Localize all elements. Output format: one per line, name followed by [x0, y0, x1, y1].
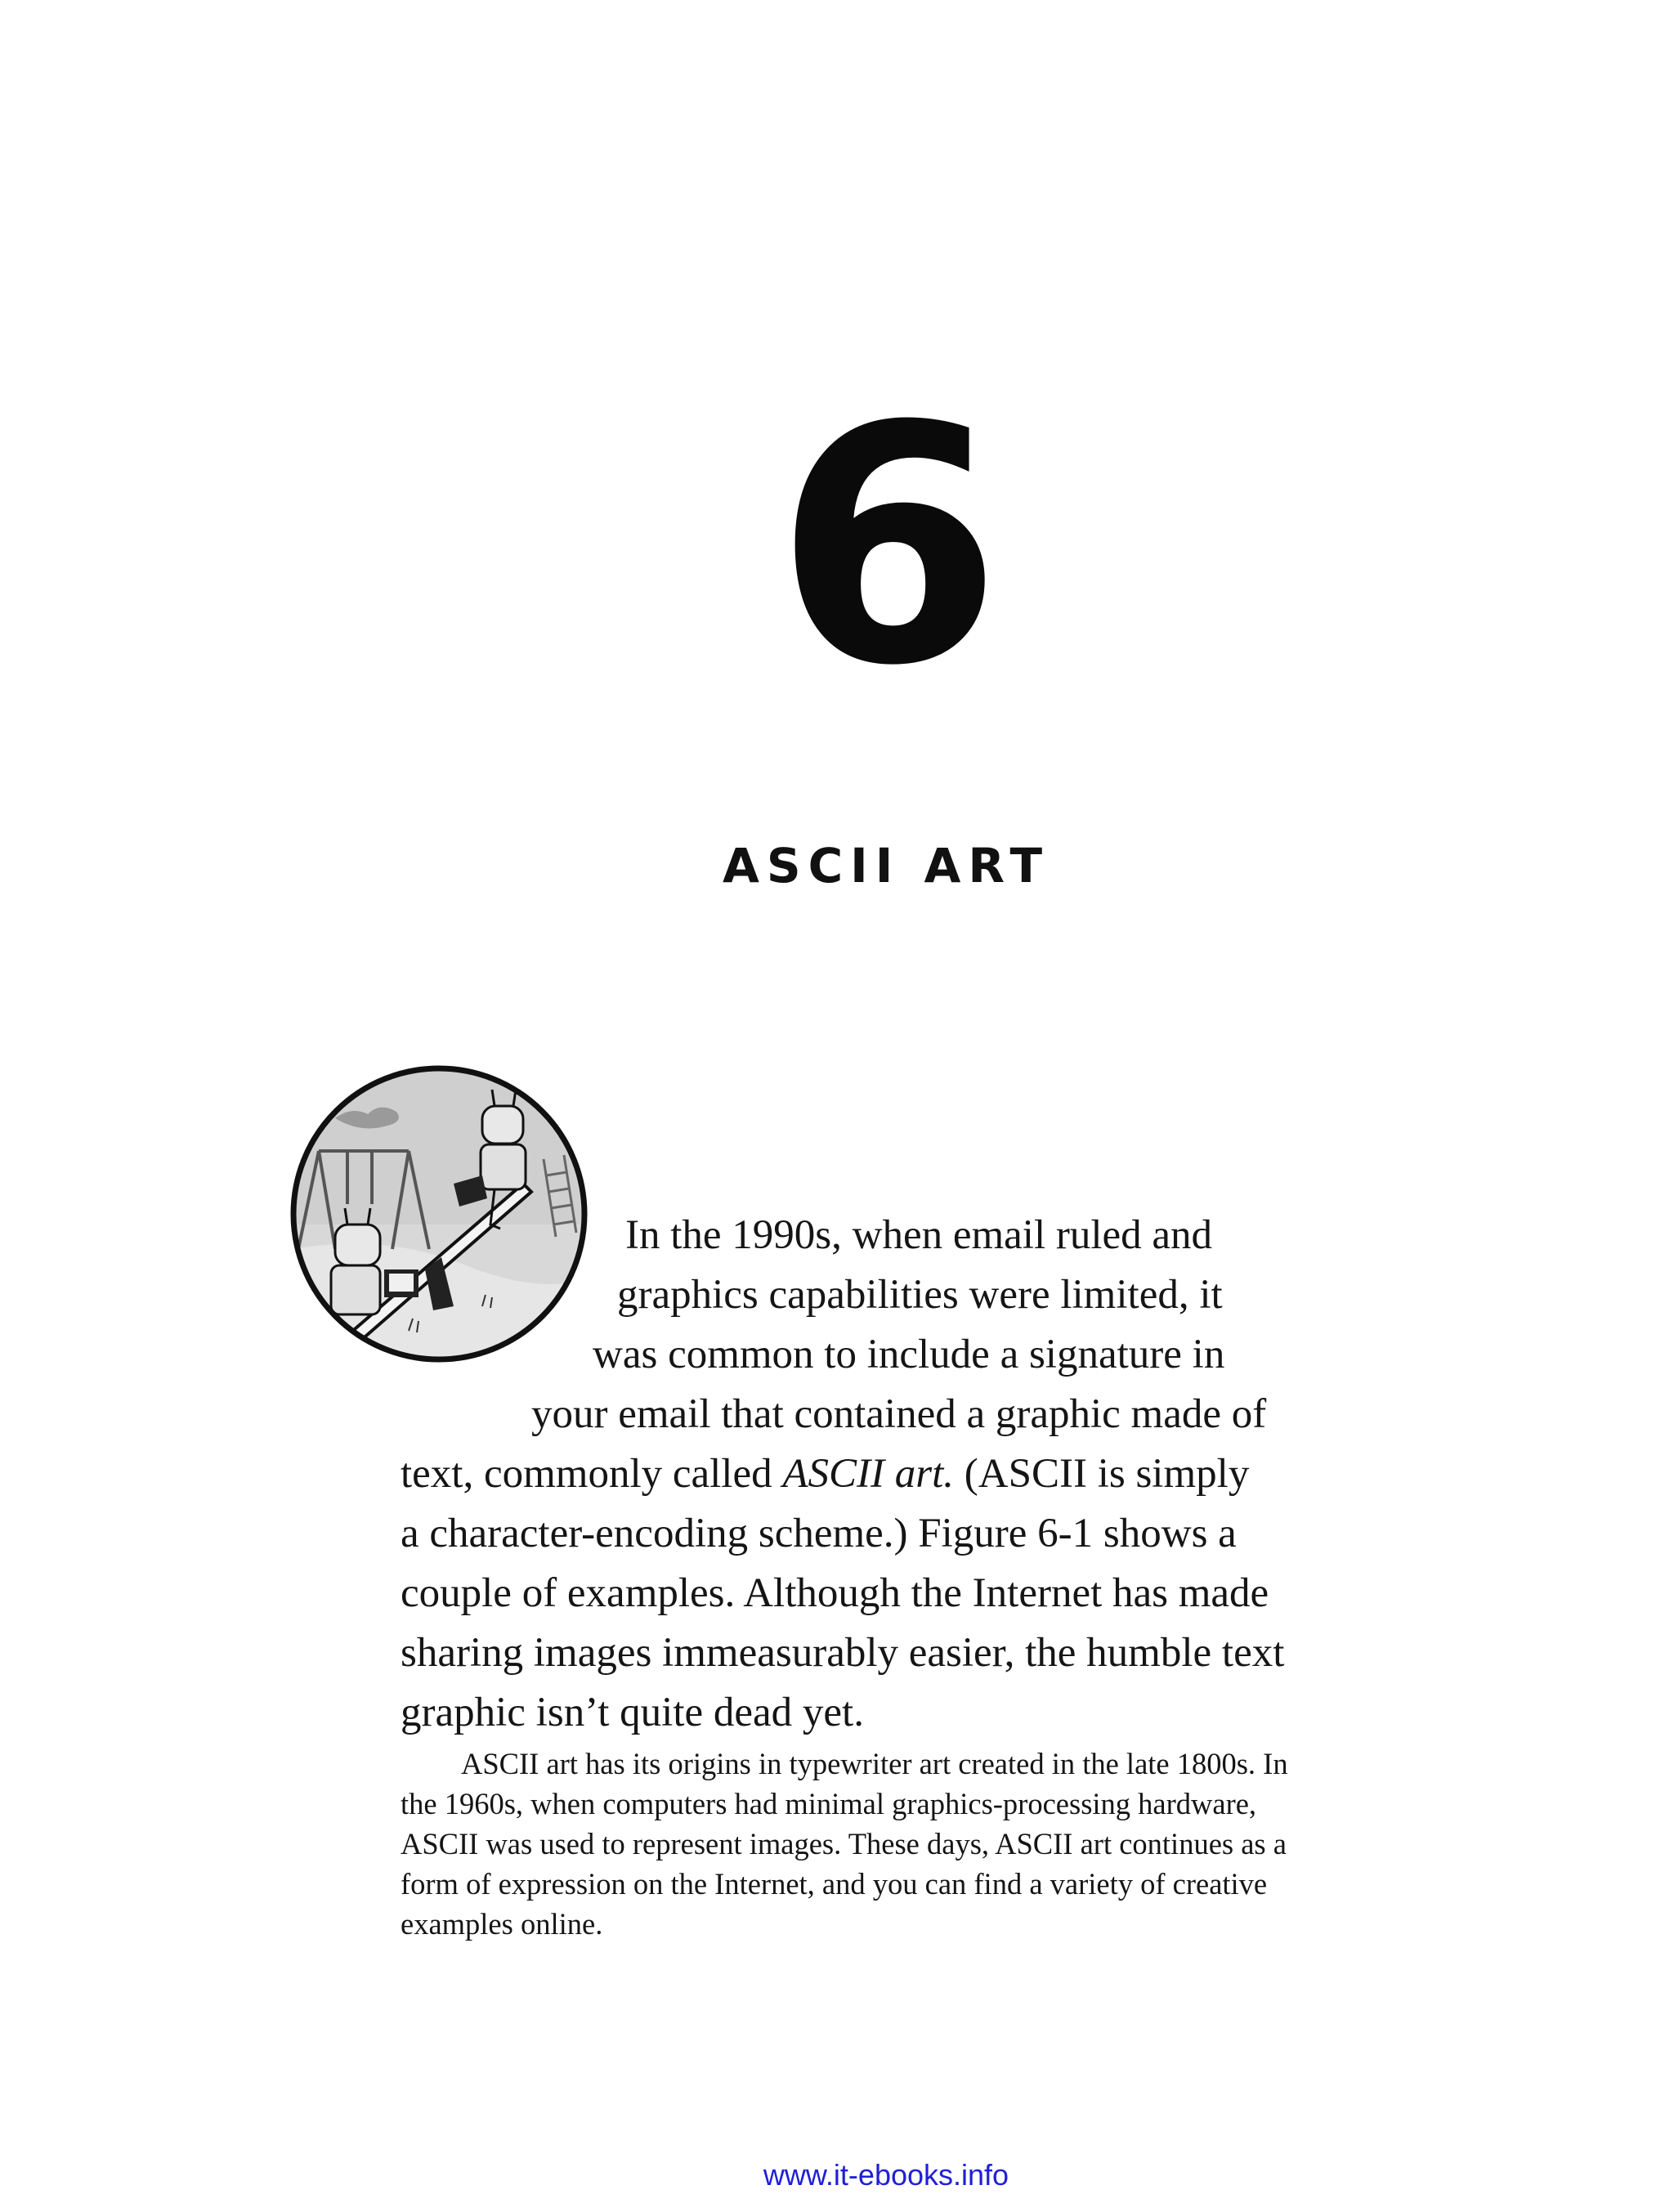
body-line: ASCII was used to represent images. These days, ASCII art continues as a [401, 1827, 1287, 1860]
intro-line: your email that contained a graphic made of [531, 1391, 1267, 1437]
emphasis-term: ASCII art. [782, 1451, 955, 1497]
intro-line: sharing images immeasurably easier, the humble text [401, 1630, 1285, 1676]
body-line: the 1960s, when computers had minimal graphics-processing hardware, [401, 1787, 1257, 1820]
body-line: form of expression on the Internet, and you can find a variety of creative [401, 1867, 1268, 1901]
intro-text: text, commonly called [401, 1451, 783, 1497]
intro-paragraph [401, 1206, 1496, 1743]
intro-text: (ASCII is simply [954, 1451, 1250, 1497]
body-line: examples online. [401, 1907, 603, 1941]
chapter-title: ASCII ART [722, 838, 1050, 893]
intro-line [401, 1444, 1496, 1504]
body-line: ASCII art has its origins in typewriter art created in the late 1800s. In [461, 1747, 1288, 1780]
intro-line: a character-encoding scheme.) Figure 6-1 shows a [401, 1511, 1237, 1556]
footer-link[interactable]: www.it-ebooks.info [763, 2158, 1009, 2192]
body-paragraph [401, 1744, 1479, 1944]
intro-line: graphics capabilities were limited, it [617, 1272, 1223, 1318]
intro-line: graphic isn’t quite dead yet. [401, 1690, 864, 1735]
intro-line: was common to include a signature in [593, 1332, 1225, 1377]
intro-line: In the 1990s, when email ruled and [625, 1212, 1213, 1258]
chapter-number: 6 [774, 357, 998, 737]
intro-line: couple of examples. Although the Internet has made [401, 1570, 1269, 1616]
